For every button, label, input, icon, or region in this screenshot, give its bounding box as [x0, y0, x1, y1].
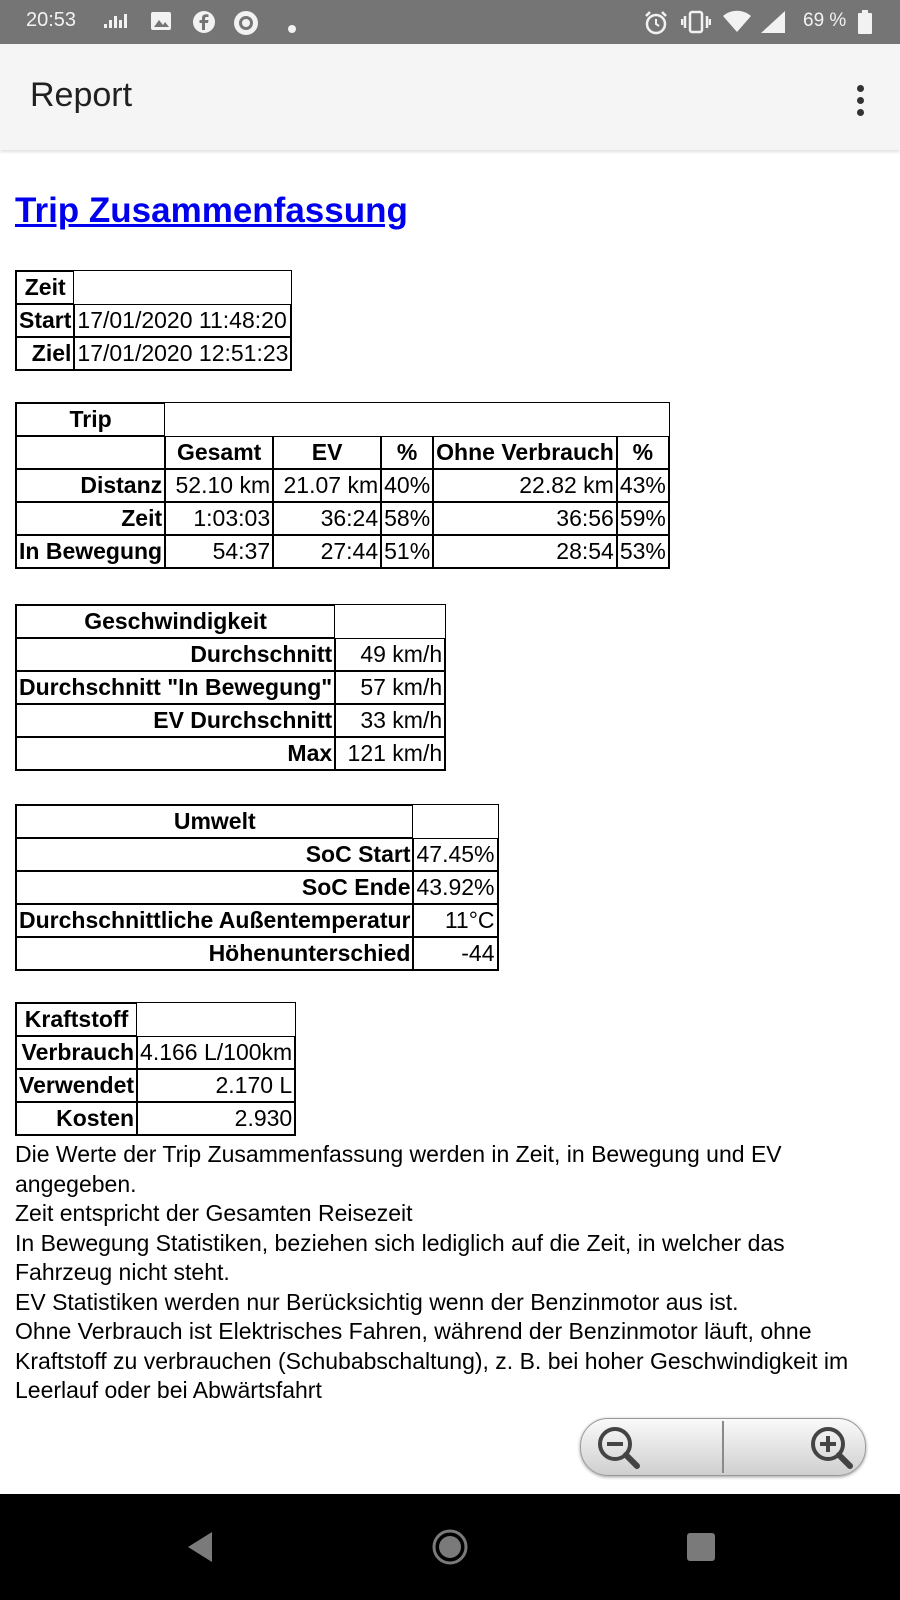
- row-label: In Bewegung: [16, 535, 165, 568]
- trip-table: [15, 402, 670, 569]
- image-icon: [150, 10, 172, 36]
- row-label: Start: [16, 304, 74, 337]
- equalizer-icon: [103, 10, 129, 36]
- note-line: Zeit entspricht der Gesamten Reisezeit: [15, 1200, 413, 1226]
- wifi-icon: [722, 10, 752, 38]
- cell: 28:54: [433, 535, 617, 568]
- status-time: 20:53: [26, 9, 77, 31]
- row-label: Durchschnitt: [16, 638, 335, 671]
- app-bar: [0, 44, 900, 150]
- cell: 27:44: [273, 535, 381, 568]
- table-row: [16, 904, 498, 937]
- cell: 36:56: [433, 502, 617, 535]
- table-row: [16, 871, 498, 904]
- umwelt-table: [15, 804, 499, 971]
- row-value: 4.166 L/100km: [137, 1036, 295, 1069]
- row-label: Kosten: [16, 1102, 137, 1135]
- table-row: [16, 737, 445, 770]
- table-row: [16, 704, 445, 737]
- table-header: Geschwindigkeit: [16, 605, 335, 638]
- row-label: Verbrauch: [16, 1036, 137, 1069]
- zoom-out-button[interactable]: [581, 1419, 721, 1475]
- cell: 52.10 km: [165, 469, 273, 502]
- row-value: 47.45%: [413, 838, 497, 871]
- row-value: 2.170 L: [137, 1069, 295, 1102]
- row-value: -44: [413, 937, 497, 970]
- zoom-controls: [580, 1418, 866, 1476]
- row-label: Distanz: [16, 469, 165, 502]
- row-label: Max: [16, 737, 335, 770]
- app-title: Report: [30, 76, 133, 114]
- row-value: 57 km/h: [335, 671, 445, 704]
- app-icon: [233, 10, 259, 40]
- alarm-icon: [643, 10, 669, 40]
- dot-icon: [288, 18, 296, 37]
- row-value: 33 km/h: [335, 704, 445, 737]
- cell: 21.07 km: [273, 469, 381, 502]
- signal-icon: [760, 10, 786, 38]
- back-icon[interactable]: [180, 1522, 230, 1572]
- report-content: [15, 186, 885, 1403]
- page-title[interactable]: Trip Zusammenfassung: [15, 191, 408, 230]
- table-row: [16, 1102, 295, 1135]
- row-value: 49 km/h: [335, 638, 445, 671]
- table-header-row: [16, 436, 669, 469]
- row-label: Zeit: [16, 502, 165, 535]
- table-header: Kraftstoff: [16, 1003, 137, 1036]
- cell: 36:24: [273, 502, 381, 535]
- row-label: Höhenunterschied: [16, 937, 413, 970]
- row-label: Verwendet: [16, 1069, 137, 1102]
- note-line: In Bewegung Statistiken, beziehen sich lediglich auf die Zeit, in welcher das Fahrzeug nicht steht.: [15, 1229, 785, 1285]
- zoom-in-button[interactable]: [724, 1419, 864, 1475]
- row-value: 17/01/2020 11:48:20: [74, 304, 291, 337]
- cell: 58%: [381, 502, 433, 535]
- row-label: Durchschnitt "In Bewegung": [16, 671, 335, 704]
- row-label: EV Durchschnitt: [16, 704, 335, 737]
- column-header: EV: [273, 436, 381, 469]
- cell: 54:37: [165, 535, 273, 568]
- row-label: Ziel: [16, 337, 74, 370]
- status-bar: [0, 0, 900, 44]
- table-row: [16, 304, 291, 337]
- recents-icon[interactable]: [676, 1522, 726, 1572]
- cell: 59%: [617, 502, 669, 535]
- table-row: [16, 337, 291, 370]
- row-value: 2.930: [137, 1102, 295, 1135]
- table-header: Umwelt: [16, 805, 413, 838]
- table-row: [16, 469, 669, 502]
- cell: 22.82 km: [433, 469, 617, 502]
- row-value: 121 km/h: [335, 737, 445, 770]
- battery-percent: 69 %: [803, 10, 847, 31]
- facebook-icon: [192, 10, 216, 38]
- explanation-text: [15, 1140, 885, 1406]
- column-header: Gesamt: [165, 436, 273, 469]
- cell: 43%: [617, 469, 669, 502]
- table-row: [16, 838, 498, 871]
- kraftstoff-table: [15, 1002, 296, 1136]
- cell: 51%: [381, 535, 433, 568]
- cell: 53%: [617, 535, 669, 568]
- table-header: Zeit: [16, 271, 74, 304]
- zeit-table: [15, 270, 292, 371]
- vibrate-icon: [681, 10, 711, 38]
- table-row: [16, 638, 445, 671]
- table-row: [16, 502, 669, 535]
- column-header: %: [617, 436, 669, 469]
- note-line: Ohne Verbrauch ist Elektrisches Fahren, während der Benzinmotor läuft, ohne Kraftstoff zu verbrauchen (Schubabschaltung), z. B. bei hoher Geschwindigkeit im Leerlauf oder bei Abwärtsfahrt: [15, 1318, 849, 1403]
- row-value: 17/01/2020 12:51:23: [74, 337, 291, 370]
- battery-icon: [858, 10, 872, 38]
- note-line: EV Statistiken werden nur Berücksichtig wenn der Benzinmotor aus ist.: [15, 1288, 739, 1315]
- row-value: 43.92%: [413, 871, 497, 904]
- table-row: [16, 1069, 295, 1102]
- row-label: Durchschnittliche Außentemperatur: [16, 904, 413, 937]
- column-header: %: [381, 436, 433, 469]
- row-label: SoC Ende: [16, 871, 413, 904]
- table-row: [16, 535, 669, 568]
- table-row: [16, 671, 445, 704]
- table-header: Trip: [16, 403, 165, 436]
- cell: 1:03:03: [165, 502, 273, 535]
- home-icon[interactable]: [425, 1522, 475, 1572]
- note-line: Die Werte der Trip Zusammenfassung werden in Zeit, in Bewegung und EV angegeben.: [15, 1141, 782, 1197]
- cell: 40%: [381, 469, 433, 502]
- navigation-bar: [0, 1494, 900, 1600]
- table-row: [16, 937, 498, 970]
- geschwindigkeit-table: [15, 604, 446, 771]
- more-vert-icon[interactable]: [844, 80, 876, 120]
- table-row: [16, 1036, 295, 1069]
- row-label: SoC Start: [16, 838, 413, 871]
- row-value: 11°C: [413, 904, 497, 937]
- column-header: Ohne Verbrauch: [433, 436, 617, 469]
